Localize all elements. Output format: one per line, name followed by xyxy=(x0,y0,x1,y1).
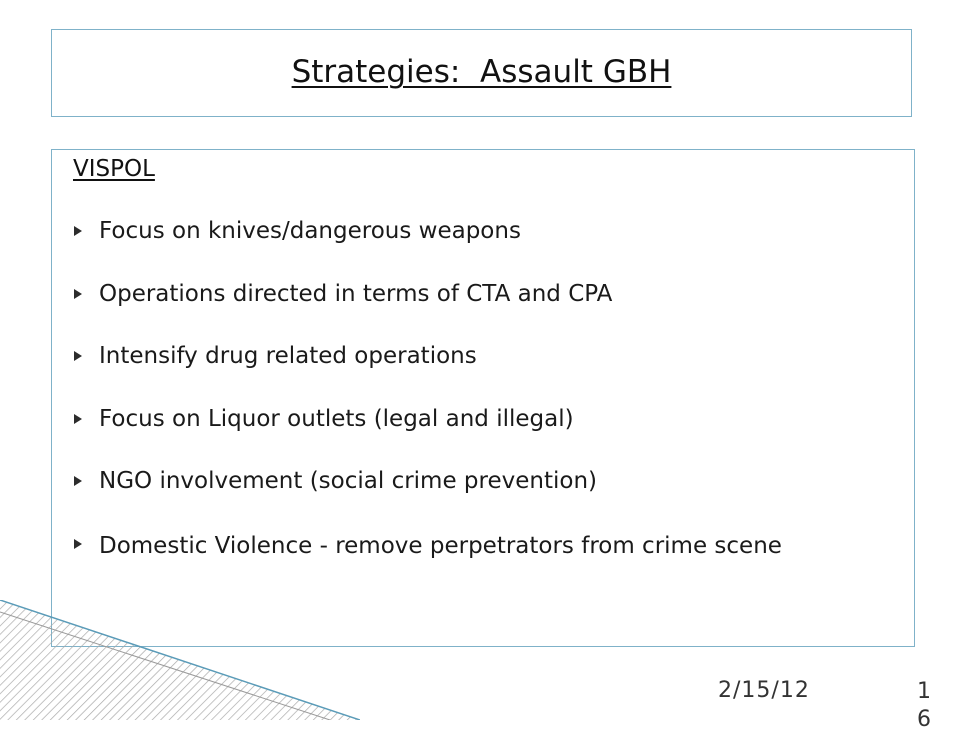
page-number: 16 xyxy=(917,679,931,732)
bullet-list xyxy=(73,214,782,566)
right-triangle-icon xyxy=(73,214,99,248)
bullet-item xyxy=(73,339,782,374)
right-triangle-icon xyxy=(73,402,99,436)
slide-title: Strategies: Assault GBH xyxy=(291,54,672,90)
bullet-text: Domestic Violence - remove perpetrators from crime scene xyxy=(99,532,782,559)
bullet-text: Intensify drug related operations xyxy=(99,343,477,369)
title-box xyxy=(51,29,912,117)
section-heading: VISPOL xyxy=(73,156,155,182)
bullet-text: Focus on knives/dangerous weapons xyxy=(99,218,521,244)
bullet-item xyxy=(73,464,782,499)
right-triangle-icon xyxy=(73,527,99,561)
hatch-decoration xyxy=(0,600,360,720)
bullet-item xyxy=(73,277,782,312)
right-triangle-icon xyxy=(73,464,99,498)
bullet-item xyxy=(73,402,782,437)
right-triangle-icon xyxy=(73,277,99,311)
bullet-text: Focus on Liquor outlets (legal and illegal) xyxy=(99,405,574,432)
bullet-item xyxy=(73,214,782,249)
footer-date: 2/15/12 xyxy=(718,678,810,703)
bullet-item xyxy=(73,527,782,567)
content-box xyxy=(51,149,915,647)
right-triangle-icon xyxy=(73,339,99,373)
bullet-text: NGO involvement (social crime prevention) xyxy=(99,468,597,494)
bullet-text: Operations directed in terms of CTA and CPA xyxy=(99,280,613,307)
